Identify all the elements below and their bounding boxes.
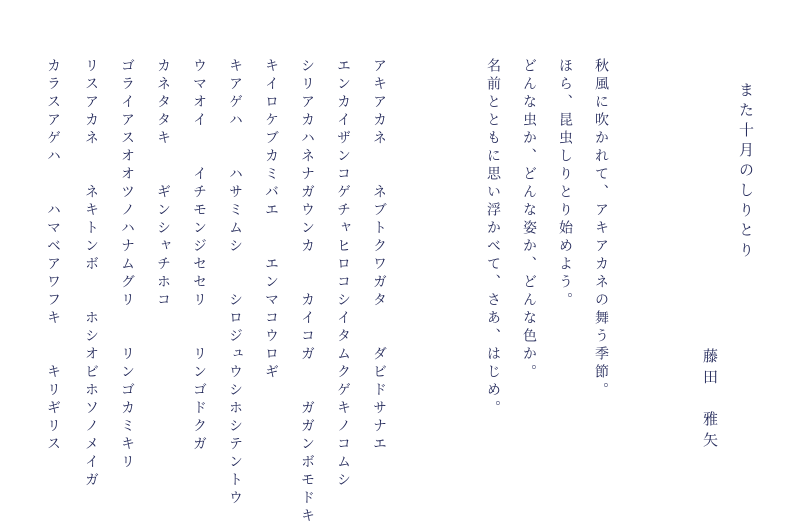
intro-line: 名前とともに思い浮かべて、さあ、はじめ。	[485, 58, 501, 418]
chain-line: カラスアゲハ ハマベアワフキ キリギリス	[45, 58, 61, 454]
chain-line: エンカイザンコゲチャヒロコシイタムクゲキノコムシ	[335, 58, 351, 490]
poem-author: 藤田 雅矢	[701, 348, 719, 453]
intro-line: 秋風に吹かれて、アキアカネの舞う季節。	[593, 58, 609, 400]
intro-line: どんな虫か、どんな姿か、どんな色か。	[521, 58, 537, 382]
chain-line: ゴライアスオオツノハナムグリ リンゴカミキリ	[119, 58, 135, 472]
chain-line: キイロケブカミバエ エンマコウロギ	[263, 58, 279, 382]
chain-line: ウマオイ イチモンジセセリ リンゴドクガ	[191, 58, 207, 454]
chain-line: カネタタキ ギンシャチホコ	[155, 58, 171, 310]
chain-line: キアゲハ ハサミムシ シロジュウシホシテントウ	[227, 58, 243, 508]
chain-line: アキアカネ ネブトクワガタ ダビドサナエ	[371, 58, 387, 454]
chain-line: リスアカネ ネキトンボ ホシオビホソノメイガ	[83, 58, 99, 490]
intro-line: ほら、昆虫しりとり始めよう。	[557, 58, 573, 310]
chain-line: シリアカハネナガウンカ カイコガ ガガンボモドキ	[299, 58, 315, 526]
poem-title: また十月のしりとり	[737, 82, 755, 262]
